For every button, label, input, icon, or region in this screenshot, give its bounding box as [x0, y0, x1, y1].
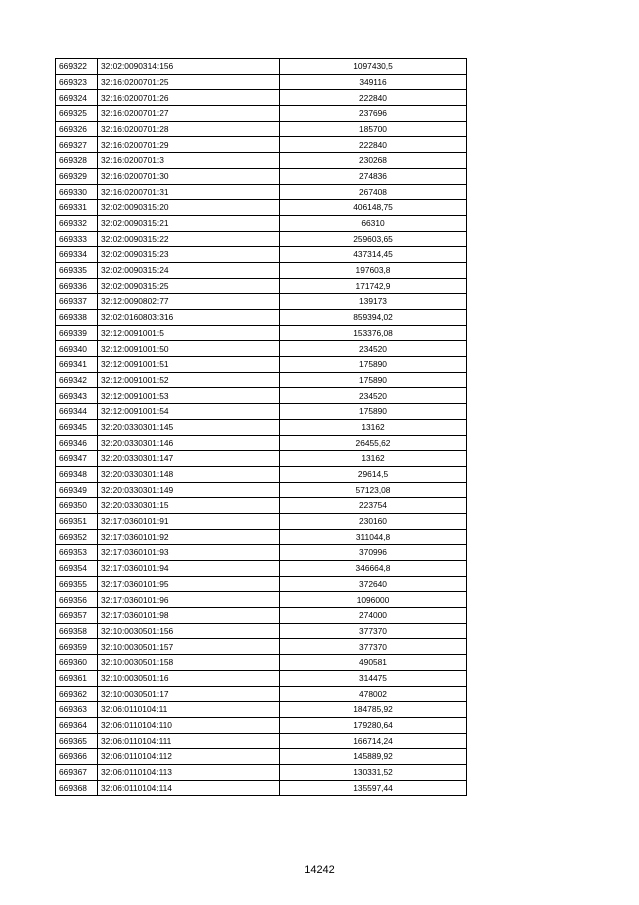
cadastral-number-cell: 32:12:0090802:77 [98, 294, 280, 310]
value-cell: 377370 [280, 639, 467, 655]
table-row [56, 529, 467, 545]
row-id-cell: 669346 [56, 435, 98, 451]
cadastral-number-cell: 32:20:0330301:146 [98, 435, 280, 451]
value-cell: 13162 [280, 451, 467, 467]
cadastral-number-cell: 32:20:0330301:145 [98, 419, 280, 435]
table-row [56, 764, 467, 780]
row-id-cell: 669361 [56, 670, 98, 686]
value-cell: 57123,08 [280, 482, 467, 498]
row-id-cell: 669359 [56, 639, 98, 655]
table-row [56, 74, 467, 90]
cadastral-number-cell: 32:20:0330301:15 [98, 498, 280, 514]
row-id-cell: 669352 [56, 529, 98, 545]
cadastral-number-cell: 32:20:0330301:147 [98, 451, 280, 467]
row-id-cell: 669366 [56, 749, 98, 765]
row-id-cell: 669348 [56, 466, 98, 482]
row-id-cell: 669364 [56, 717, 98, 733]
cadastral-number-cell: 32:17:0360101:96 [98, 592, 280, 608]
value-cell: 1097430,5 [280, 59, 467, 75]
cadastral-number-cell: 32:16:0200701:30 [98, 168, 280, 184]
cadastral-number-cell: 32:06:0110104:110 [98, 717, 280, 733]
cadastral-number-cell: 32:06:0110104:114 [98, 780, 280, 796]
cadastral-number-cell: 32:12:0091001:53 [98, 388, 280, 404]
table-body [56, 59, 467, 796]
value-cell: 349116 [280, 74, 467, 90]
row-id-cell: 669335 [56, 262, 98, 278]
value-cell: 139173 [280, 294, 467, 310]
cadastral-number-cell: 32:02:0090315:24 [98, 262, 280, 278]
table-row [56, 686, 467, 702]
value-cell: 179280,64 [280, 717, 467, 733]
value-cell: 13162 [280, 419, 467, 435]
value-cell: 166714,24 [280, 733, 467, 749]
table-row [56, 482, 467, 498]
table-row [56, 561, 467, 577]
cadastral-number-cell: 32:10:0030501:17 [98, 686, 280, 702]
table-row [56, 655, 467, 671]
value-cell: 274000 [280, 608, 467, 624]
row-id-cell: 669347 [56, 451, 98, 467]
table-row [56, 215, 467, 231]
cadastral-number-cell: 32:20:0330301:148 [98, 466, 280, 482]
row-id-cell: 669327 [56, 137, 98, 153]
value-cell: 197603,8 [280, 262, 467, 278]
row-id-cell: 669341 [56, 357, 98, 373]
cadastral-number-cell: 32:12:0091001:50 [98, 341, 280, 357]
value-cell: 234520 [280, 388, 467, 404]
cadastral-number-cell: 32:10:0030501:158 [98, 655, 280, 671]
row-id-cell: 669339 [56, 325, 98, 341]
row-id-cell: 669323 [56, 74, 98, 90]
value-cell: 406148,75 [280, 200, 467, 216]
row-id-cell: 669326 [56, 121, 98, 137]
value-cell: 175890 [280, 357, 467, 373]
value-cell: 66310 [280, 215, 467, 231]
table-row [56, 137, 467, 153]
table-row [56, 702, 467, 718]
cadastral-number-cell: 32:02:0090315:23 [98, 247, 280, 263]
cadastral-number-cell: 32:02:0160803:316 [98, 310, 280, 326]
value-cell: 171742,9 [280, 278, 467, 294]
table-row [56, 121, 467, 137]
table-row [56, 294, 467, 310]
row-id-cell: 669325 [56, 106, 98, 122]
cadastral-number-cell: 32:10:0030501:16 [98, 670, 280, 686]
row-id-cell: 669343 [56, 388, 98, 404]
row-id-cell: 669331 [56, 200, 98, 216]
row-id-cell: 669350 [56, 498, 98, 514]
value-cell: 184785,92 [280, 702, 467, 718]
table-row [56, 466, 467, 482]
value-cell: 274836 [280, 168, 467, 184]
row-id-cell: 669324 [56, 90, 98, 106]
table-row [56, 231, 467, 247]
cadastral-number-cell: 32:12:0091001:52 [98, 372, 280, 388]
value-cell: 223754 [280, 498, 467, 514]
table-row [56, 639, 467, 655]
row-id-cell: 669351 [56, 513, 98, 529]
value-cell: 130331,52 [280, 764, 467, 780]
table-row [56, 717, 467, 733]
value-cell: 135597,44 [280, 780, 467, 796]
cadastral-number-cell: 32:02:0090315:22 [98, 231, 280, 247]
table-row [56, 168, 467, 184]
value-cell: 1096000 [280, 592, 467, 608]
cadastral-number-cell: 32:16:0200701:25 [98, 74, 280, 90]
table-row [56, 262, 467, 278]
value-cell: 234520 [280, 341, 467, 357]
table-row [56, 545, 467, 561]
value-cell: 222840 [280, 137, 467, 153]
value-cell: 370996 [280, 545, 467, 561]
value-cell: 478002 [280, 686, 467, 702]
row-id-cell: 669356 [56, 592, 98, 608]
cadastral-value-table [55, 58, 467, 796]
table-row [56, 341, 467, 357]
cadastral-number-cell: 32:17:0360101:98 [98, 608, 280, 624]
cadastral-number-cell: 32:16:0200701:27 [98, 106, 280, 122]
table-row [56, 592, 467, 608]
row-id-cell: 669349 [56, 482, 98, 498]
row-id-cell: 669333 [56, 231, 98, 247]
table-row [56, 608, 467, 624]
value-cell: 230268 [280, 153, 467, 169]
cadastral-number-cell: 32:06:0110104:11 [98, 702, 280, 718]
value-cell: 175890 [280, 404, 467, 420]
table-row [56, 153, 467, 169]
cadastral-number-cell: 32:02:0090315:25 [98, 278, 280, 294]
table-row [56, 733, 467, 749]
row-id-cell: 669368 [56, 780, 98, 796]
page-number: 14242 [304, 864, 335, 876]
cadastral-number-cell: 32:02:0090315:20 [98, 200, 280, 216]
value-cell: 145889,92 [280, 749, 467, 765]
value-cell: 346664,8 [280, 561, 467, 577]
row-id-cell: 669329 [56, 168, 98, 184]
value-cell: 185700 [280, 121, 467, 137]
table-row [56, 325, 467, 341]
row-id-cell: 669363 [56, 702, 98, 718]
table-row [56, 59, 467, 75]
value-cell: 311044,8 [280, 529, 467, 545]
row-id-cell: 669342 [56, 372, 98, 388]
value-cell: 237696 [280, 106, 467, 122]
cadastral-number-cell: 32:17:0360101:93 [98, 545, 280, 561]
value-cell: 230160 [280, 513, 467, 529]
row-id-cell: 669344 [56, 404, 98, 420]
row-id-cell: 669358 [56, 623, 98, 639]
cadastral-number-cell: 32:06:0110104:112 [98, 749, 280, 765]
row-id-cell: 669330 [56, 184, 98, 200]
table-row [56, 106, 467, 122]
row-id-cell: 669355 [56, 576, 98, 592]
table-row [56, 749, 467, 765]
value-cell: 222840 [280, 90, 467, 106]
table-row [56, 623, 467, 639]
cadastral-number-cell: 32:20:0330301:149 [98, 482, 280, 498]
row-id-cell: 669365 [56, 733, 98, 749]
table-row [56, 404, 467, 420]
row-id-cell: 669338 [56, 310, 98, 326]
table-row [56, 247, 467, 263]
row-id-cell: 669328 [56, 153, 98, 169]
row-id-cell: 669353 [56, 545, 98, 561]
value-cell: 267408 [280, 184, 467, 200]
table-row [56, 184, 467, 200]
table-row [56, 357, 467, 373]
row-id-cell: 669357 [56, 608, 98, 624]
table-row [56, 780, 467, 796]
cadastral-number-cell: 32:16:0200701:31 [98, 184, 280, 200]
cadastral-number-cell: 32:16:0200701:28 [98, 121, 280, 137]
table-row [56, 451, 467, 467]
cadastral-number-cell: 32:16:0200701:29 [98, 137, 280, 153]
value-cell: 437314,45 [280, 247, 467, 263]
table-row [56, 513, 467, 529]
table-row [56, 670, 467, 686]
value-cell: 259603,65 [280, 231, 467, 247]
row-id-cell: 669367 [56, 764, 98, 780]
value-cell: 314475 [280, 670, 467, 686]
value-cell: 490581 [280, 655, 467, 671]
cadastral-number-cell: 32:17:0360101:91 [98, 513, 280, 529]
cadastral-number-cell: 32:17:0360101:94 [98, 561, 280, 577]
cadastral-number-cell: 32:10:0030501:157 [98, 639, 280, 655]
table-row [56, 576, 467, 592]
value-cell: 377370 [280, 623, 467, 639]
row-id-cell: 669336 [56, 278, 98, 294]
value-cell: 26455,62 [280, 435, 467, 451]
table-row [56, 419, 467, 435]
cadastral-number-cell: 32:06:0110104:113 [98, 764, 280, 780]
value-cell: 372640 [280, 576, 467, 592]
cadastral-number-cell: 32:06:0110104:111 [98, 733, 280, 749]
table-row [56, 435, 467, 451]
row-id-cell: 669360 [56, 655, 98, 671]
table-row [56, 498, 467, 514]
table-row [56, 372, 467, 388]
row-id-cell: 669337 [56, 294, 98, 310]
row-id-cell: 669340 [56, 341, 98, 357]
cadastral-number-cell: 32:12:0091001:51 [98, 357, 280, 373]
cadastral-number-cell: 32:02:0090314:156 [98, 59, 280, 75]
value-cell: 859394,02 [280, 310, 467, 326]
row-id-cell: 669332 [56, 215, 98, 231]
cadastral-number-cell: 32:12:0091001:54 [98, 404, 280, 420]
cadastral-number-cell: 32:02:0090315:21 [98, 215, 280, 231]
table-row [56, 200, 467, 216]
table-row [56, 90, 467, 106]
row-id-cell: 669354 [56, 561, 98, 577]
value-cell: 175890 [280, 372, 467, 388]
value-cell: 153376,08 [280, 325, 467, 341]
cadastral-number-cell: 32:17:0360101:92 [98, 529, 280, 545]
cadastral-number-cell: 32:10:0030501:156 [98, 623, 280, 639]
cadastral-number-cell: 32:16:0200701:3 [98, 153, 280, 169]
value-cell: 29614,5 [280, 466, 467, 482]
table-row [56, 388, 467, 404]
cadastral-number-cell: 32:12:0091001:5 [98, 325, 280, 341]
cadastral-number-cell: 32:16:0200701:26 [98, 90, 280, 106]
table-row [56, 278, 467, 294]
row-id-cell: 669345 [56, 419, 98, 435]
table-row [56, 310, 467, 326]
row-id-cell: 669322 [56, 59, 98, 75]
row-id-cell: 669362 [56, 686, 98, 702]
cadastral-number-cell: 32:17:0360101:95 [98, 576, 280, 592]
row-id-cell: 669334 [56, 247, 98, 263]
